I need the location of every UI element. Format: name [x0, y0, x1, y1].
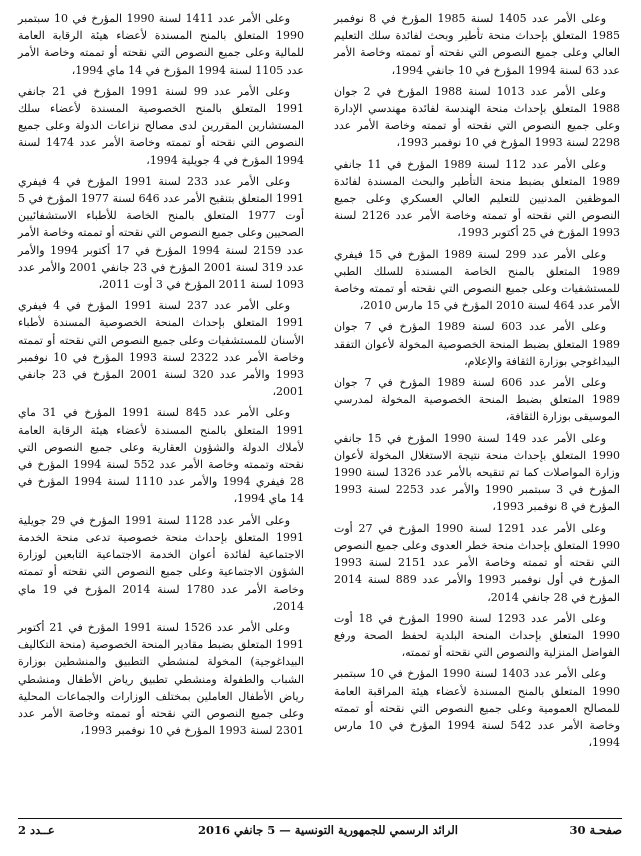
decree-paragraph: وعلى الأمر عدد 149 لسنة 1990 المؤرخ في 15 جانفي 1990 المتعلق بإحداث منحة نتيجة الاستغلال المخولة لأعوان وزارة المواصلات كما تم تنقيحه بالأمر عدد 1326 لسنة 1990 المؤرخ في 3 سبتمبر 1990 والأمر عدد 2253 لسنة 1993 المؤرخ في 8 نوفمبر 1993،: [334, 431, 620, 514]
decree-paragraph: وعلى الأمر عدد 237 لسنة 1991 المؤرخ في 4 فيفري 1991 المتعلق بإحداث المنحة الخصوصية المسندة لأطباء الأسنان للمستشفيات وعلى جميع النصوص التي نقحته أو تممته وخاصة الأمر عدد 2322 لسنة 1993 المؤرخ في 10 نوفمبر 1993 والأمر عدد 320 لسنة 2001 المؤرخ في 23 جانفي 2001،: [18, 299, 305, 399]
decree-paragraph: وعلى الأمر عدد 603 لسنة 1989 المؤرخ في 7 جوان 1989 المتعلق بضبط المنحة الخصوصية المخولة لأعوان التفقد البيداغوجي بوزارة الثقافة والإعلام،: [334, 320, 620, 368]
page-footer: [18, 823, 622, 843]
decree-paragraph: وعلى الأمر عدد 112 لسنة 1989 المؤرخ في 11 جانفي 1989 المتعلق بضبط منحة التأطير والبحث المسندة لفائدة الموظفين المدنيين للتعليم العالي العسكري وعلى جميع النصوص التي نقحته أو تممته وخاصة الأمر عدد 2126 لسنة 1993 المؤرخ في 25 أكتوبر 1993،: [334, 157, 620, 240]
decree-paragraph: وعلى الأمر عدد 606 لسنة 1989 المؤرخ في 7 جوان 1989 المتعلق بضبط المنحة الخصوصية المخولة لمدرسي الموسيقى بوزارة الثقافة،: [334, 376, 620, 424]
decree-paragraph: وعلى الأمر عدد 1526 لسنة 1991 المؤرخ في 21 أكتوبر 1991 المتعلق بضبط مقادير المنحة الخصوصية (منحة التكاليف البيداغوجية) المخولة لمنشطي التطبيق والمنشطين بوزارة الشباب والطفولة ومنشطي تطبيق رياض الأطفال ومنشطي رياض الأطفال العاملين بمختلف الوزارات والجماعات المحلية وعلى جميع النصوص التي نقحته أو تممته وخاصة الأمر عدد 2301 لسنة 1993 المؤرخ في 10 نوفمبر 1993،: [18, 620, 304, 738]
decree-paragraph: وعلى الأمر عدد 1411 لسنة 1990 المؤرخ في 10 سبتمبر 1990 المتعلق بالمنح المسندة لأعضاء هيئة الرقابة العامة للمالية وعلى جميع النصوص التي نقحته أو تممته وخاصة الأمر عدد 1105 لسنة 1994 المؤرخ في 14 ماي 1994،: [18, 12, 304, 77]
decree-paragraph: وعلى الأمر عدد 1128 لسنة 1991 المؤرخ في 29 جويلية 1991 المتعلق بإحداث منحة خصوصية تدعى منحة الخدمة الاجتماعية لفائدة أعوان الخدمة الاجتماعية التابعين لوزارة الشؤون الاجتماعية وعلى جميع النصوص التي نقحته أو تممته وخاصة الأمر عدد 1780 لسنة 2014 المؤرخ في 19 ماي 2014،: [18, 513, 305, 613]
decree-paragraph: وعلى الأمر عدد 845 لسنة 1991 المؤرخ في 31 ماي 1991 المتعلق بالمنح المسندة لأعضاء هيئة الرقابة العامة لأملاك الدولة والشؤون العقارية وعلى جميع النصوص التي نقحته وتممته وخاصة الأمر عدد 552 لسنة 1994 المؤرخ في 28 فيفري 1994 والأمر عدد 1110 لسنة 1994 المؤرخ في 14 ماي 1994،: [18, 406, 304, 506]
decree-paragraph: وعلى الأمر عدد 1013 لسنة 1988 المؤرخ في 2 جوان 1988 المتعلق بإحداث منحة الهندسة لفائدة مهندسي الإدارة وعلى جميع النصوص التي نقحته أو تممته وخاصة الأمر عدد 2298 لسنة 1993 المؤرخ في 10 نوفمبر 1993،: [334, 84, 620, 150]
decree-paragraph: وعلى الأمر عدد 233 لسنة 1991 المؤرخ في 4 فيفري 1991 المتعلق بتنقيح الأمر عدد 646 لسنة 1977 المؤرخ في 5 أوت 1977 المتعلق بالمنح الخاصة للأطباء الاستشفائيين الصحيين وعلى جميع النصوص التي نقحته أو تممته وخاصة الأمر عدد 2159 لسنة 1994 المؤرخ في 17 أكتوبر 1994 والأمر عدد 319 لسنة 2001 المؤرخ في 23 جانفي 2001 والأمر عدد 1093 لسنة 2011 المؤرخ في 3 أوت 2011،: [18, 174, 305, 292]
decree-paragraph: وعلى الأمر عدد 1291 لسنة 1990 المؤرخ في 27 أوت 1990 المتعلق بإحداث منحة خطر العدوى وعلى جميع النصوص التي نقحته أو تممته وخاصة الأمر عدد 2151 لسنة 1993 المؤرخ في أول نوفمبر 1993 والأمر عدد 889 لسنة 2014 المؤرخ في 28 جانفي 2014،: [334, 521, 620, 604]
decree-paragraph: وعلى الأمر عدد 1405 لسنة 1985 المؤرخ في 8 نوفمبر 1985 المتعلق بإحداث منحة تأطير وبحث لفائدة سلك التعليم العالي وعلى جميع النصوص التي نقحته أو تممته وخاصة الأمر عدد 63 لسنة 1994 المؤرخ في 10 جانفي 1994،: [334, 12, 620, 77]
gazette-title: الرائد الرسمي للجمهورية التونسية — 5 جانفي 2016: [198, 823, 458, 837]
right-column: [334, 10, 620, 755]
footer-divider: [18, 818, 622, 819]
decree-paragraph: وعلى الأمر عدد 1293 لسنة 1990 المؤرخ في 18 أوت 1990 المتعلق بإحداث المنحة البلدية لحفظ الصحة ورفع الفواضل المنزلية والنصوص التي نقحته أو تممته،: [334, 611, 620, 660]
left-column: [18, 10, 304, 743]
issue-number: عــدد 2: [18, 823, 55, 837]
decree-paragraph: وعلى الأمر عدد 299 لسنة 1989 المؤرخ في 15 فيفري 1989 المتعلق بالمنح الخاصة المسندة للسلك الطبي للمستشفيات وعلى جميع النصوص التي نقحته أو تممته وخاصة الأمر عدد 464 لسنة 2010 المؤرخ في 15 مارس 2010،: [334, 247, 620, 313]
page-number: صفحـة 30: [569, 823, 622, 837]
decree-paragraph: وعلى الأمر عدد 1403 لسنة 1990 المؤرخ في 10 سبتمبر 1990 المتعلق بالمنح المسندة لأعضاء هيئة المراقبة العامة للمصالح العمومية وعلى جميع النصوص التي نقحته أو تممته وخاصة الأمر عدد 542 لسنة 1994 المؤرخ في 10 مارس 1994،: [334, 667, 621, 750]
decree-paragraph: وعلى الأمر عدد 99 لسنة 1991 المؤرخ في 21 جانفي 1991 المتعلق بالمنح الخصوصية المسندة لأعضاء سلك المستشارين المقررين لدى مصالح نزاعات الدولة وعلى جميع النصوص التي نقحته أو تممته وخاصة الأمر عدد 1474 لسنة 1994 المؤرخ في 4 جويلية 1994،: [18, 84, 304, 167]
